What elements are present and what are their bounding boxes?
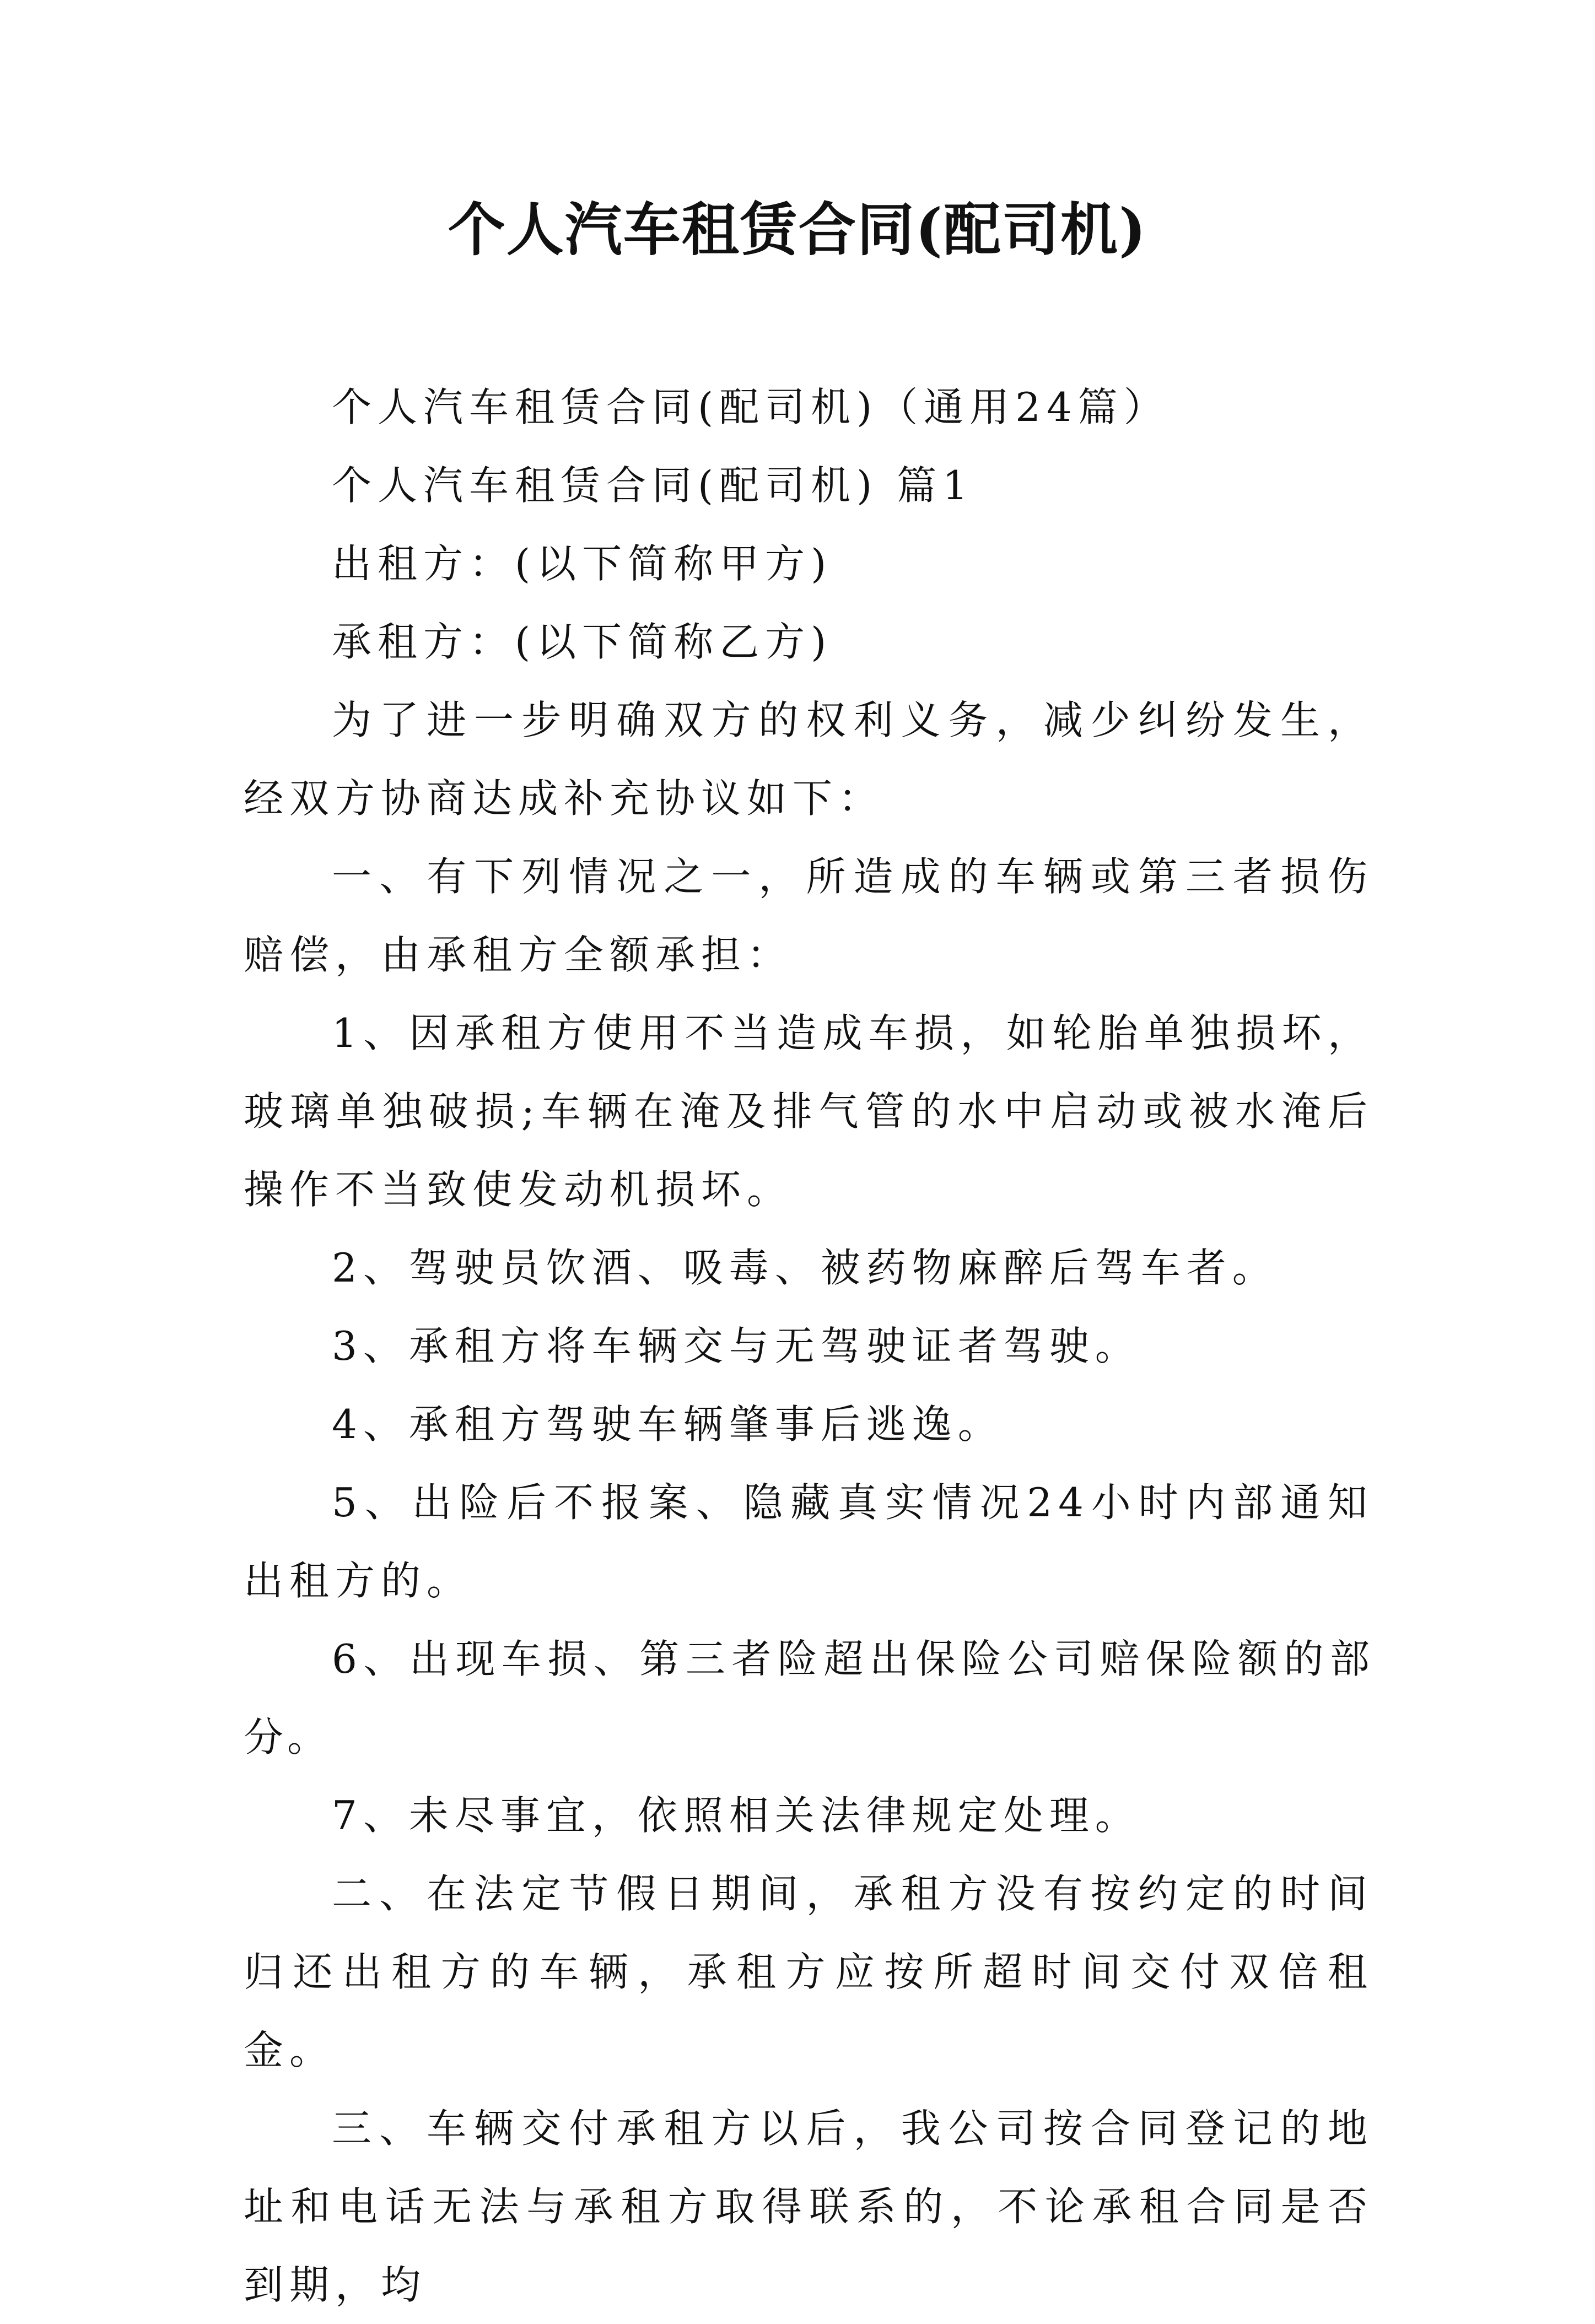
paragraph-item-7: 7、未尽事宜，依照相关法律规定处理。 xyxy=(332,1792,1141,1839)
paragraph-lessee: 承租方：(以下简称乙方) xyxy=(332,619,833,665)
paragraph-item-3: 3、承租方将车辆交与无驾驶证者驾驶。 xyxy=(332,1323,1141,1369)
paragraph-item-6: 6、出现车损、第三者险超出保险公司赔保险额的部分。 xyxy=(244,1636,1373,1760)
paragraph-item-4: 4、承租方驾驶车辆肇事后逃逸。 xyxy=(332,1401,1004,1447)
paragraph-section-heading: 个人汽车租赁合同(配司机) 篇1 xyxy=(332,462,974,509)
paragraph-lessor: 出租方：(以下简称甲方) xyxy=(332,541,833,587)
paragraph-collection-title: 个人汽车租赁合同(配司机)（通用24篇） xyxy=(332,384,1170,430)
paragraph-item-5: 5、出险后不报案、隐藏真实情况24小时内部通知出租方的。 xyxy=(244,1479,1373,1604)
document-body xyxy=(244,368,1373,2324)
paragraph-intro: 为了进一步明确双方的权利义务，减少纠纷发生，经双方协商达成补充协议如下： xyxy=(244,697,1373,821)
paragraph-clause-1: 一、有下列情况之一，所造成的车辆或第三者损伤赔偿，由承租方全额承担： xyxy=(244,853,1373,978)
document-title: 个人汽车租赁合同(配司机) xyxy=(448,196,1147,263)
paragraph-item-1: 1、因承租方使用不当造成车损，如轮胎单独损坏，玻璃单独破损;车辆在淹及排气管的水中启动或被水淹后操作不当致使发动机损坏。 xyxy=(244,1010,1373,1213)
paragraph-clause-3: 三、车辆交付承租方以后，我公司按合同登记的地址和电话无法与承租方取得联系的，不论承租合同是否到期，均 xyxy=(244,2105,1373,2308)
paragraph-item-2: 2、驾驶员饮酒、吸毒、被药物麻醉后驾车者。 xyxy=(332,1245,1278,1291)
paragraph-clause-2: 二、在法定节假日期间，承租方没有按约定的时间归还出租方的车辆，承租方应按所超时间交付双倍租金。 xyxy=(244,1871,1373,2073)
